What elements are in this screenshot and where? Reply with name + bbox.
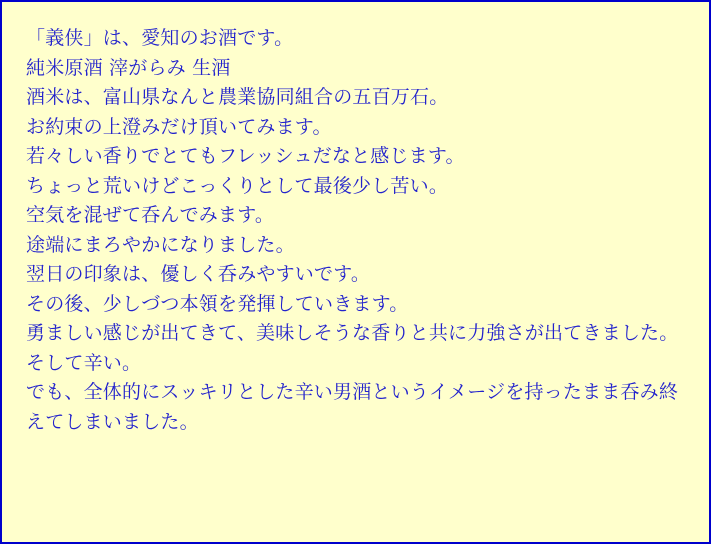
review-line: でも、全体的にスッキリとした辛い男酒というイメージを持ったまま呑み終えてしまいました。 — [26, 381, 679, 433]
review-line: その後、少しづつ本領を発揮していきます。 — [26, 292, 409, 315]
review-line: 勇ましい感じが出てきて、美味しそうな香りと共に力強さが出てきました。 — [26, 322, 679, 344]
review-line: ちょっと荒いけどこっくりとして最後少し苦い。 — [26, 174, 449, 197]
review-line: 酒米は、富山県なんと農業協同組合の五百万石。 — [26, 86, 449, 108]
review-text-block — [26, 24, 691, 437]
review-line: 若々しい香りでとてもフレッシュだなと感じます。 — [26, 145, 465, 167]
review-line: お約束の上澄みだけ頂いてみます。 — [26, 115, 332, 138]
review-line: 「義侠」は、愛知のお酒です。 — [26, 27, 294, 49]
review-line: 純米原酒 滓がらみ 生酒 — [26, 56, 231, 79]
review-line: 途端にまろやかになりました。 — [26, 233, 295, 256]
review-line: 空気を混ぜて呑んでみます。 — [26, 204, 275, 226]
review-line: 翌日の印象は、優しく呑みやすいです。 — [26, 263, 371, 285]
review-line: そして辛い。 — [26, 351, 142, 374]
